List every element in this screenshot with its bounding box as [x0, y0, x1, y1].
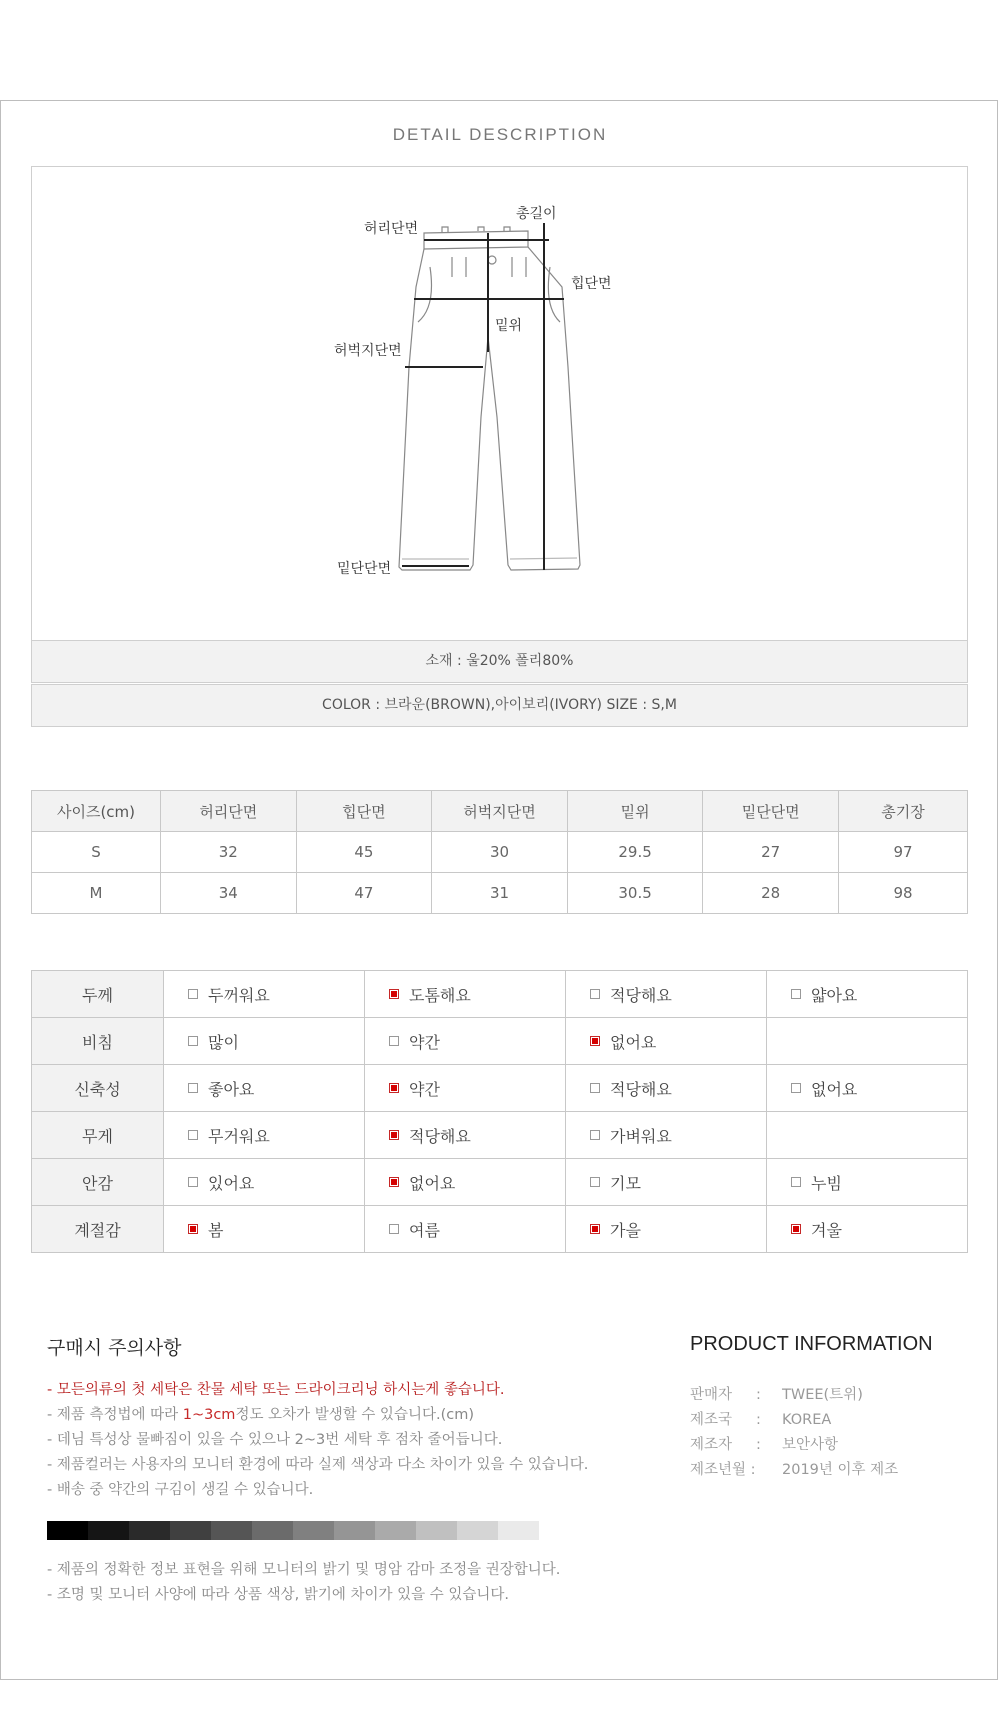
- checked-box-icon: [188, 1224, 198, 1234]
- attribute-label: 무게: [32, 1112, 164, 1159]
- attribute-option: [164, 1065, 365, 1112]
- table-row: [32, 1065, 968, 1112]
- size-cell: 29.5: [567, 832, 703, 873]
- attribute-option: [566, 1112, 767, 1159]
- grayscale-swatch: [88, 1521, 129, 1540]
- attribute-label: 계절감: [32, 1206, 164, 1253]
- unchecked-box-icon: [188, 989, 198, 999]
- size-header-cell: 밑위: [567, 791, 703, 832]
- checked-box-icon: [389, 1083, 399, 1093]
- attribute-option: [767, 1159, 968, 1206]
- notice-line: - 제품 측정법에 따라 1~3cm정도 오차가 발생할 수 있습니다.(cm): [47, 1407, 474, 1423]
- unchecked-box-icon: [188, 1036, 198, 1046]
- unchecked-box-icon: [590, 1130, 600, 1140]
- attribute-option: [164, 1159, 365, 1206]
- pants-diagram-svg: [32, 167, 969, 644]
- size-table: [31, 790, 968, 914]
- option-label: 좋아요: [208, 1079, 255, 1099]
- unchecked-box-icon: [389, 1224, 399, 1234]
- unchecked-box-icon: [791, 989, 801, 999]
- size-cell: 30: [432, 832, 568, 873]
- option-label: 많이: [208, 1032, 239, 1052]
- grayscale-swatch: [334, 1521, 375, 1540]
- product-info-list: [690, 1383, 898, 1483]
- attribute-option: [365, 971, 566, 1018]
- grayscale-swatch: [498, 1521, 539, 1540]
- grayscale-swatch: [170, 1521, 211, 1540]
- attribute-table: [31, 970, 968, 1253]
- label-thigh: 허벅지단면: [334, 343, 402, 359]
- size-cell: 32: [161, 832, 297, 873]
- label-hem: 밑단단면: [337, 561, 392, 577]
- attribute-option: [566, 1018, 767, 1065]
- product-info-row: [690, 1408, 898, 1433]
- attribute-option: [365, 1206, 566, 1253]
- attribute-option: [566, 1065, 767, 1112]
- option-label: 얇아요: [811, 985, 858, 1005]
- size-header-cell: 힙단면: [296, 791, 432, 832]
- attribute-option: [767, 1206, 968, 1253]
- table-row: [32, 873, 968, 914]
- option-label: 겨울: [811, 1220, 842, 1240]
- grayscale-swatch: [293, 1521, 334, 1540]
- attribute-option: [767, 1065, 968, 1112]
- table-row: [32, 971, 968, 1018]
- product-info-separator: :: [756, 1387, 761, 1403]
- attribute-option: [767, 1112, 968, 1159]
- option-label: 없어요: [811, 1079, 858, 1099]
- checked-box-icon: [590, 1224, 600, 1234]
- attribute-label: 비침: [32, 1018, 164, 1065]
- size-cell: M: [32, 873, 161, 914]
- notice-list: [47, 1378, 588, 1503]
- table-row: [32, 1018, 968, 1065]
- monitor-notice-list: [47, 1558, 560, 1608]
- size-cell: 27: [703, 832, 839, 873]
- size-header-cell: 허리단면: [161, 791, 297, 832]
- notice-line: - 제품컬러는 사용자의 모니터 환경에 따라 실제 색상과 다소 차이가 있을 수 있습니다.: [47, 1457, 589, 1473]
- attribute-option: [365, 1065, 566, 1112]
- unchecked-box-icon: [590, 1083, 600, 1093]
- option-label: 가벼워요: [610, 1126, 672, 1146]
- material-info: 소재 : 울20% 폴리80%: [31, 640, 968, 683]
- unchecked-box-icon: [188, 1130, 198, 1140]
- attribute-option: [164, 1112, 365, 1159]
- attribute-option: [566, 1159, 767, 1206]
- checked-box-icon: [389, 1177, 399, 1187]
- size-cell: 28: [703, 873, 839, 914]
- notice-line: - 배송 중 약간의 구김이 생길 수 있습니다.: [47, 1482, 314, 1498]
- grayscale-swatch: [129, 1521, 170, 1540]
- product-info-title: PRODUCT INFORMATION: [690, 1333, 933, 1355]
- label-hip: 힙단면: [571, 276, 612, 292]
- attribute-option: [767, 1018, 968, 1065]
- size-header-cell: 밑단단면: [703, 791, 839, 832]
- unchecked-box-icon: [590, 989, 600, 999]
- option-label: 여름: [409, 1220, 440, 1240]
- unchecked-box-icon: [389, 1036, 399, 1046]
- notice-line: - 조명 및 모니터 사양에 따라 상품 색상, 밝기에 차이가 있을 수 있습니다.: [47, 1587, 509, 1603]
- attribute-option: [566, 971, 767, 1018]
- table-row: [32, 832, 968, 873]
- product-info-row: [690, 1458, 898, 1483]
- notice-highlight: 1~3cm: [182, 1407, 236, 1423]
- checked-box-icon: [791, 1224, 801, 1234]
- pants-outline: [399, 227, 580, 570]
- attribute-option: [164, 971, 365, 1018]
- notice-line: - 모든의류의 첫 세탁은 찬물 세탁 또는 드라이크리닝 하시는게 좋습니다.: [47, 1382, 505, 1398]
- option-label: 없어요: [610, 1032, 657, 1052]
- grayscale-swatch: [416, 1521, 457, 1540]
- size-cell: 97: [839, 832, 968, 873]
- table-row: [32, 1112, 968, 1159]
- unchecked-box-icon: [791, 1177, 801, 1187]
- notice-line: - 데님 특성상 물빠짐이 있을 수 있으나 2~3번 세탁 후 점차 줄어듭니다.: [47, 1432, 503, 1448]
- label-length: 총길이: [516, 206, 557, 222]
- size-cell: 98: [839, 873, 968, 914]
- option-label: 약간: [409, 1032, 440, 1052]
- attribute-label: 안감: [32, 1159, 164, 1206]
- table-row: [32, 1206, 968, 1253]
- unchecked-box-icon: [188, 1083, 198, 1093]
- size-cell: 31: [432, 873, 568, 914]
- product-info-separator: :: [756, 1412, 761, 1428]
- attribute-option: [164, 1206, 365, 1253]
- attribute-option: [767, 971, 968, 1018]
- product-info-key: 제조국: [690, 1412, 733, 1428]
- attribute-label: 두께: [32, 971, 164, 1018]
- section-title: DETAIL DESCRIPTION: [392, 125, 608, 144]
- size-cell: 47: [296, 873, 432, 914]
- unchecked-box-icon: [188, 1177, 198, 1187]
- notice-line: - 제품의 정확한 정보 표현을 위해 모니터의 밝기 및 명암 감마 조정을 권장합니다.: [47, 1562, 561, 1578]
- size-cell: 45: [296, 832, 432, 873]
- size-cell: 30.5: [567, 873, 703, 914]
- attribute-option: [566, 1206, 767, 1253]
- attribute-option: [365, 1112, 566, 1159]
- checked-box-icon: [590, 1036, 600, 1046]
- option-label: 봄: [208, 1220, 224, 1240]
- product-info-row: [690, 1433, 898, 1458]
- option-label: 약간: [409, 1079, 440, 1099]
- option-label: 적당해요: [610, 1079, 672, 1099]
- option-label: 도톰해요: [409, 985, 471, 1005]
- option-label: 기모: [610, 1173, 641, 1193]
- size-header-cell: 허벅지단면: [432, 791, 568, 832]
- checked-box-icon: [389, 1130, 399, 1140]
- unchecked-box-icon: [791, 1083, 801, 1093]
- option-label: 누빔: [811, 1173, 842, 1193]
- attribute-option: [365, 1018, 566, 1065]
- attribute-option: [164, 1018, 365, 1065]
- attribute-option: [365, 1159, 566, 1206]
- product-info-key: 제조자: [690, 1437, 733, 1453]
- grayscale-swatch: [457, 1521, 498, 1540]
- product-info-key: 제조년월 :: [690, 1462, 756, 1478]
- product-info-value: TWEE(트위): [782, 1387, 863, 1403]
- option-label: 무거워요: [208, 1126, 270, 1146]
- notice-title: 구매시 주의사항: [47, 1337, 182, 1359]
- size-cell: 34: [161, 873, 297, 914]
- label-rise: 밑위: [495, 318, 523, 334]
- option-label: 가을: [610, 1220, 641, 1240]
- color-size-info: COLOR : 브라운(BROWN),아이보리(IVORY) SIZE : S,M: [31, 684, 968, 727]
- product-info-value: 보안사항: [782, 1437, 839, 1453]
- label-waist: 허리단면: [364, 221, 419, 237]
- product-info-value: KOREA: [782, 1412, 832, 1428]
- size-header-cell: 사이즈(cm): [32, 791, 161, 832]
- grayscale-swatch: [47, 1521, 88, 1540]
- measurement-diagram: [31, 166, 968, 643]
- grayscale-swatch: [252, 1521, 293, 1540]
- unchecked-box-icon: [590, 1177, 600, 1187]
- option-label: 있어요: [208, 1173, 255, 1193]
- product-info-key: 판매자: [690, 1387, 733, 1403]
- product-info-row: [690, 1383, 898, 1408]
- checked-box-icon: [389, 989, 399, 999]
- product-info-value: 2019년 이후 제조: [782, 1462, 899, 1478]
- table-row: [32, 1159, 968, 1206]
- grayscale-swatch: [211, 1521, 252, 1540]
- product-info-separator: :: [756, 1437, 761, 1453]
- option-label: 적당해요: [610, 985, 672, 1005]
- attribute-label: 신축성: [32, 1065, 164, 1112]
- size-header-cell: 총기장: [839, 791, 968, 832]
- grayscale-bar: [47, 1521, 539, 1540]
- option-label: 없어요: [409, 1173, 456, 1193]
- size-cell: S: [32, 832, 161, 873]
- option-label: 적당해요: [409, 1126, 471, 1146]
- grayscale-swatch: [375, 1521, 416, 1540]
- option-label: 두꺼워요: [208, 985, 270, 1005]
- size-table-header: [32, 791, 968, 832]
